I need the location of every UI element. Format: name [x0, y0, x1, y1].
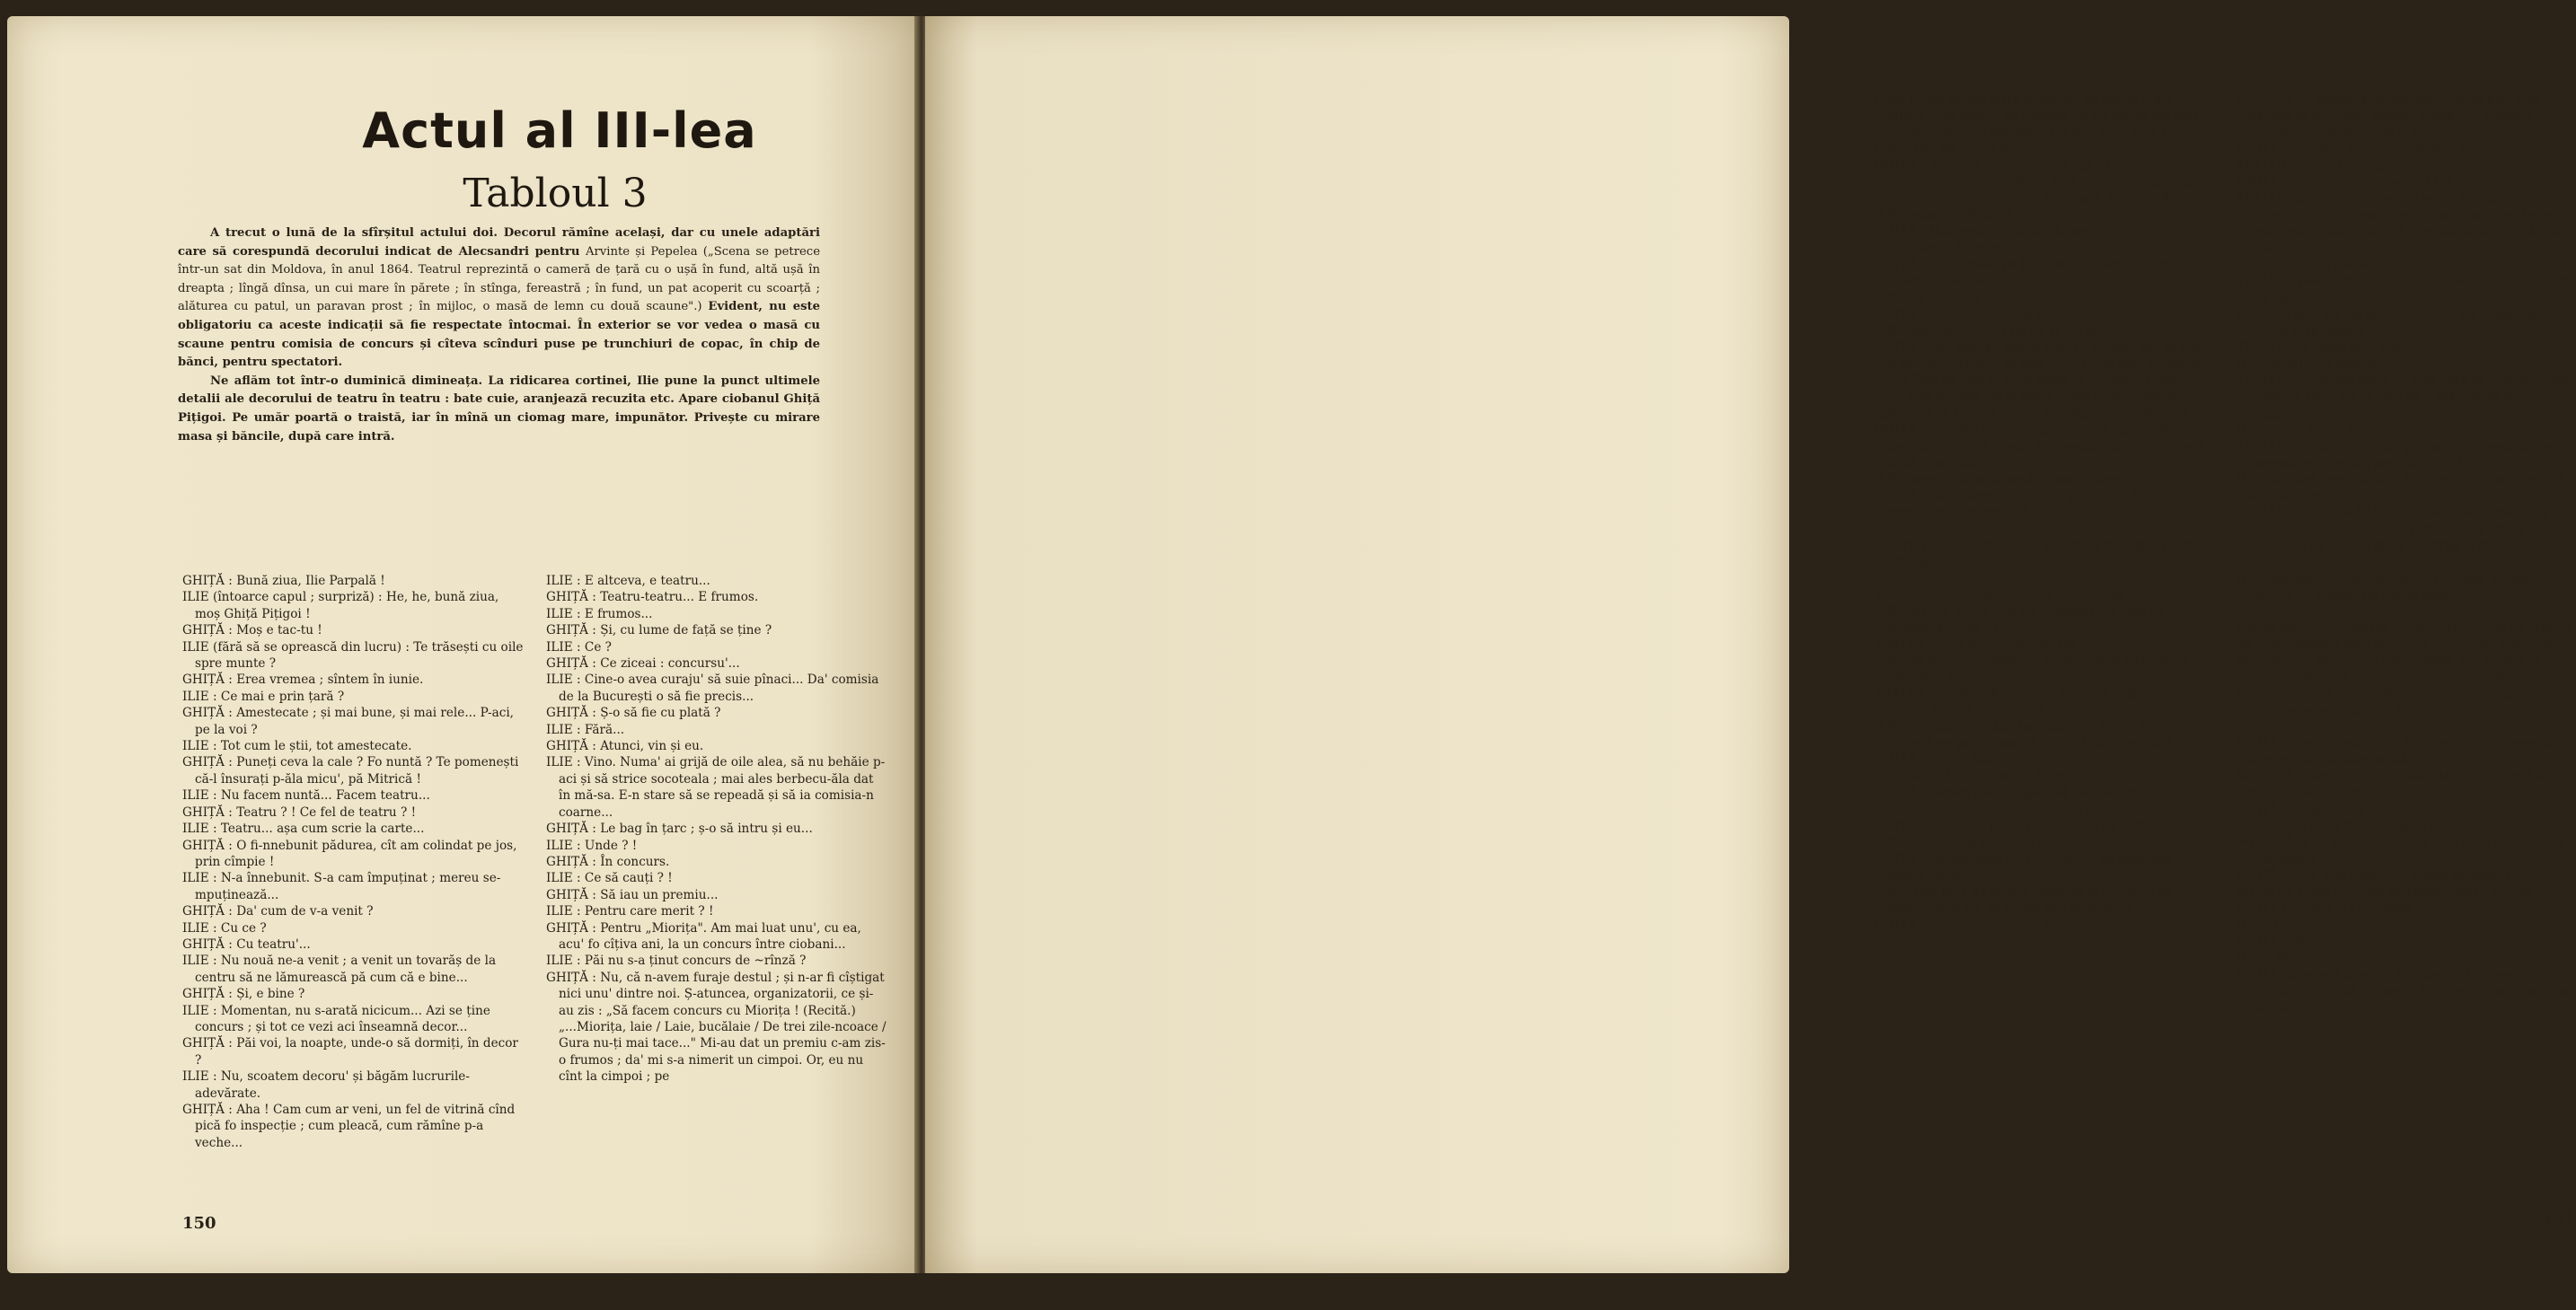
dialogue-line: TRAIAN : Heei, oameni buni, veniți fuga !	[1875, 587, 2133, 602]
dialogue-line: GHIȚĂ : Teatru ? ! Ce fel de teatru ? !	[182, 804, 417, 820]
dialogue-line: ILIE (fără să se oprească din lucru) : Te trăsești cu oile spre munte ?	[182, 639, 524, 672]
dialogue-line: GHIȚĂ : Să iau un premiu...	[546, 887, 719, 902]
dialogue-line: GHIȚĂ : Și, cine-i tovarășu' Sfințitu ?	[2236, 142, 2466, 157]
dialogue-line: ILIE (atent) : Asta de unde-o mai scosești ? !	[1875, 472, 2150, 488]
dialogue-line: GHIȚĂ : Amestecate ; și mai bune, și mai rele... P-aci, pe la voi ?	[182, 706, 514, 737]
spacer	[1875, 570, 2211, 586]
dialogue-line: GHIȚĂ (tare nedumerit) : Credeam că nu vede... (Aluzie la Mitrică.) Glasu' ! Aci i se-ngroașă, aci i se subțiază !	[2236, 967, 2570, 1015]
dialogue-line: GHIȚĂ : Aia e, că n-ai de un' să știi... Cînd m-abăteam încoace, în poienița de su' Piatra Haiducului văzui trei inși ; doi oameni și-o fetișcană, frumușică-foc...	[1875, 158, 2209, 207]
spacer	[2236, 719, 2573, 735]
dialogue-line: GHIȚĂ : Pentru „Miorița". Am mai luat unu', cu ea, acu' fo cîțiva ani, la un concurs între ciobani...	[546, 920, 861, 952]
right-page	[925, 16, 2576, 1273]
intro-text-segment: Arvinte și Pepelea („Scena se petrece într-un sat din Moldova, în anul 1864. Teatrul reprezintă o cameră de țară cu o ușă în fund, altă ușă în dreapta ; lîngă dînsa, un cui mare în părete ; în stînga, fereastră ; în fund, un pat acoperit cu scoarță ; alăturea cu patul, un paravan prost ; în mijloc, o masă de lemn cu două scaune".)	[178, 244, 820, 314]
dialogue-line: ILIE (il ajută) : S-o băgăm înăuntru. (Amîndoi o duc și o așază pe pat, încearcă s-o facă să-și revină.)	[1875, 719, 2209, 752]
dialogue-line: ILIE : Ce ?	[546, 639, 612, 655]
dialogue-line: ILIE (iese în prag) : Ce s-a-ntîmplat, pe cine ne-aduseși plocon ? !	[1875, 603, 2170, 636]
dialogue-line: ILIE (speriat) : Orbi ! De ce să fie orbi ? !	[1875, 323, 2130, 338]
dialogue-line: TRAIAN : Dintr-ale mele ; d-alea care te liniștesc cînd te-apucă bîțu' din te miri ce... Mă duc să iau bagajul.	[2236, 373, 2570, 421]
dialogue-line: ILIE : Ce-o pipăi acolo, ca p-o oaie ? !	[1875, 835, 2106, 850]
dialogue-line: ILIE : O cunoaște.	[2236, 918, 2349, 933]
dialogue-line: GHIȚĂ : Da' cum de v-a venit ?	[182, 904, 374, 919]
dialogue-line: ILIE : Vino. Numa' ai grijă de oile alea, să nu behăie p-aci și să strice socoteala ; mai ales berbecu-ăla dat în mă-sa. E-n stare să se repeadă și să ia comisia-n coarne...	[546, 755, 886, 820]
dialogue-line: ILIE : Cu ce ?	[182, 920, 267, 936]
page-number-right: 151	[2542, 1209, 2576, 1227]
dialogue-line: ILIE : Mai bine dă fuga-n poieniță și cheam-o pe domnișoara aia de ziceai că-i frumușică...	[1875, 884, 2174, 917]
dialogue-line: ILIE : Care bagaj ?	[2236, 423, 2353, 438]
dialogue-line: MITRICĂ (glas subțire de fată) : Nu zisei nimic ; cine m-așteaptă ?	[2236, 835, 2565, 866]
dialogue-line: ILIE : Păi nu s-a ținut concurs de ~rînză ?	[546, 954, 807, 969]
dialogue-line: TRAIAN : Nu-i plocon, e leșinată...	[1875, 637, 2088, 652]
intro-text-segment: A trecut o lună de la sfîrșitul actului doi. Decorul rămîne același, dar cu unele adaptări care să corespundă decorului indicat de Alecsandri pentru	[178, 226, 820, 259]
dialogue-line: ILIE : Vede...	[2236, 951, 2317, 966]
dialogue-line: TRAIAN : Îi dădui eu o pastilă...	[2236, 340, 2434, 356]
dialogue-line: GHIȚĂ (reflex) : Moș e tac-tu ! (Nedumerit : o fi auzit sau n-o fi auzit bine ?) Ziseși ceva ?	[2236, 802, 2567, 834]
spacer	[1875, 522, 2211, 538]
dialogue-line: MITRICĂ (dînd cu ochii de Titina, țipă) : Titinăă !	[2236, 884, 2542, 900]
dialogue-line: GHIȚĂ : Da' ce, se pricepe ?	[1875, 918, 2050, 933]
dialogue-line: TRAIAN : De unde ? ! Nu-ți vin ei, cînd îi chemi, la oraș, darămite aici ! O să-și revină ; la vîrsta ei, nu se moare cu una-cu două ; ai grijă și mai dă-i cîte-o palmă, cînd și cînd. (Iese.)	[2236, 506, 2566, 570]
dialogue-line: TRAIAN : Joacă Mitrică. Și, cînd o vedea-o, nu cade și ăla leșinat ?	[2236, 274, 2570, 305]
dialogue-line: GHIȚĂ : O să vezi singură... (Intră amîndoi.)	[2236, 868, 2510, 884]
dialogue-line: ILIE : Păi, de un' să știu ? !	[1875, 142, 2042, 157]
dialogue-line: GHIȚĂ : Teatru-teatru... E frumos.	[546, 590, 759, 605]
dialogue-line: ILIE (întoarce capul ; surpriză) : He, he, bună ziua, moș Ghiță Pițigoi !	[182, 590, 499, 621]
stage-direction: (Pauză de lumină. Apare Ghiță, care-l trage pe Mitrică de mînă. Mitrică este îmbrăcat în chip de Mândica. În plus, poartă perucă cu cozi blonde, lungi pînă la brîu, ceea ce îl face de nerecunoscut, și pantofiori aurii în picioare, care-l strîng de-i ies ochii din cap, din care cauză merge șchiopătînd.)	[2236, 620, 2573, 718]
dialogue-line: GHIȚĂ : În concurs.	[546, 854, 670, 869]
dialogue-line: ILIE : Nu facem nuntă... Facem teatru...	[182, 788, 430, 804]
intro-paragraph	[178, 373, 820, 446]
dialogue-line: GHIȚĂ : Cine e fata ?	[1875, 752, 2007, 768]
dialogue-line: ILIE : E altceva, e teatru...	[546, 574, 710, 588]
dialogue-line: ILIE (ca mai sus) : Paraschiv...	[1875, 290, 2062, 305]
dialogue-column-right-2	[2236, 92, 2573, 1016]
dialogue-line: ILIE : Ce mai e prin țară ?	[182, 689, 345, 704]
dialogue-line: ILIE : La asta nu mă gîndii... Titină, ce pățiși, fetițo ? ! Din ce ți se trase ?	[2236, 307, 2573, 338]
dialogue-line: GHIȚĂ : Și, cu lume de față se ține ?	[546, 623, 772, 638]
intro-paragraph	[178, 224, 820, 373]
dialogue-line: ILIE (sare) : Ce pastilă ? !	[2236, 356, 2396, 372]
act-title: Actul al III-lea	[362, 102, 757, 159]
dialogue-line: ILIE : Momentan, nu s-arată nicicum... Azi se ține concurs ; și tot ce vezi aci înseamnă decor...	[182, 1003, 490, 1034]
dialogue-line: GHIȚĂ : Taman p-aci își găsi să i se facă rău ? !	[1875, 786, 2167, 801]
dialogue-line: GHIȚĂ : O fi-nnebunit pădurea, cît am colindat pe jos, prin cîmpie !	[182, 838, 517, 869]
dialogue-line: front mi-au rămas niște firimituri de schijă p-aci (arată spre piept), pe undeva ; d-aia zic să mă bag — poate-mi pică altceva... Ce zici, mi-o pica ?	[1875, 92, 2198, 140]
dialogue-line: GHIȚĂ (zelos, trăgîndu-l) : Mai repejor, mai repejor, dom'șoară, că te-așteaptă...	[2236, 736, 2558, 768]
dialogue-line: ILIE : Titina nu joacă...	[2236, 258, 2379, 273]
dialogue-line: GHIȚĂ : Erea vremea ; sîntem în iunie.	[182, 673, 424, 688]
dialogue-line: ILIE : Ce să cauți ? !	[546, 871, 673, 886]
dialogue-line: ILIE : Ca un profesor universitar. Da' să nu-i spui despre ce e vorba ; spune-i numa' c-o cheamă tovarășu' Sfințitu, de la județ...	[2236, 92, 2541, 140]
dialogue-line: GHIȚĂ : Păi, vede ?	[2236, 934, 2358, 949]
dialogue-line: GHIȚĂ : Mda... (Îi pune Titinei mîna pe pîntec.)	[1875, 819, 2168, 834]
dialogue-line: GHIȚĂ : Le bag în țarc ; ș-o să intru și eu...	[546, 822, 813, 837]
dialogue-line: GHIȚĂ : Păi, ședeau nas în nas, se holbau unii la alții, și flăcău' o-ntreba pe fată că : „Unde ești, Mândică ?" ! Fata se uita la el, și zicea că : „Cine-i acolo ?" ! ...Le-aș da, așa, de la mine, niște urdă, niște caș...	[1875, 340, 2208, 405]
intro-text-segment: Ne aflăm tot într-o duminică dimineața. La ridicarea cortinei, Ilie pune la punct ultimele detalii ale decorului de teatru în teatru : bate cuie, aranjează recuzita etc. Apare ciobanul Ghiță Pițigoi. Pe umăr poartă o traistă, iar în mînă un ciomag mare, impunător. Privește cu mirare masa și băncile, după care intră.	[178, 374, 820, 444]
dialogue-line: TRAIAN : Lozinca, oglinda pe care-o spărsei, tașca-n care-adusei dresuri pentru Mitrică...	[2236, 439, 2563, 470]
dialogue-line: ILIE : Teatru... așa cum scrie la carte...	[182, 822, 425, 837]
dialogue-line: GHIȚĂ : Cu teatru'...	[182, 936, 311, 952]
intro-text-segment: Evident, nu este obligatoriu ca aceste indicații să fie respectate întocmai. În exterior se vor vedea o masă cu scaune pentru comisia de concurs și cîteva scînduri puse pe trunchiuri de copac, în chip de bănci, pentru spectatori.	[178, 300, 820, 370]
stage-direction: (Apare Traian, care o duce pe Titina în brațe. Vinăt de efort, speriat, strigă.)	[1875, 538, 2211, 569]
dialogue-line: GHIȚĂ : Puneți ceva la cale ? Fo nuntă ? Te pomenești că-l însurați p-ăla micu', pă Mitrică !	[182, 755, 519, 787]
spacer	[2236, 604, 2573, 620]
tablou-title: Tabloul 3	[463, 171, 648, 216]
dialogue-line: GHIȚĂ (aparte) : Moș e tac-tu ! Mă duc. (Iese.)	[2236, 175, 2527, 190]
dialogue-line: GHIȚĂ : Mai erea un flăcău chipos...	[1875, 224, 2101, 240]
dialogue-column-left-1	[182, 573, 524, 1151]
dialogue-line: GHIȚĂ : Ș-o să fie cu plată ?	[546, 706, 721, 721]
dialogue-line: MITRICĂ (pentru sine) : Aoleu ! Moș Ghiță, ce ț-aș pocni una-n scăfîrlie...	[2236, 769, 2550, 801]
dialogue-line: ILIE (arătînd spre Titina) : Mai degrabă am face rost d-un doctor...	[2236, 472, 2564, 504]
dialogue-line: GHIȚĂ : Păi, mergea șchiopiș ; păcat, că de frumușică, e frumușică...	[1875, 488, 2144, 521]
stage-directions-intro	[178, 224, 820, 446]
dialogue-line: ILIE : Fără...	[546, 722, 625, 737]
dialogue-line: TRAIAN : Eu sînt ; du-te, moșule...	[2236, 158, 2450, 173]
dialogue-line: GHIȚĂ : Ce ziceai : concursu'...	[546, 656, 740, 672]
dialogue-line: GHIȚĂ : Și, e bine ?	[182, 987, 305, 1002]
dialogue-line: GHIȚĂ : Să văz dacă nu-i borțoasă ; pe borțoase le-apucă leșinu'...	[1875, 851, 2192, 884]
dialogue-line: ILIE (mai să-l umfle rîsul) : Iar ghebosu' ce făcea ?	[1875, 406, 2188, 421]
dialogue-line: ILIE : Nu, scoatem decoru' și băgăm lucrurile-adevărate.	[182, 1069, 470, 1101]
dialogue-line: GHIȚĂ : Bună ziua, Ilie Parpală !	[182, 574, 385, 588]
dialogue-line: ILIE : N-a înnebunit. S-a cam împuținat ; mereu se-mpuținează...	[182, 871, 501, 902]
dialogue-line: ILIE (pe gînduri, de unul singur) : Multe se mai rezolvă cu palma, pe lumea asta !...	[2236, 571, 2531, 603]
dialogue-line: GHIȚĂ : Atunci, vin și eu.	[546, 739, 704, 754]
dialogue-line: GHIȚĂ : Moș e tac-tu !	[182, 623, 322, 638]
dialogue-line: TRAIAN : Nu știu. Am găsit-o leșinată, puțin mai încolo, în mijlocul poienii.	[1875, 686, 2175, 718]
dialogue-line: ILIE (idem) : Dumitru...	[1875, 241, 2021, 256]
dialogue-line: ILIE (aparte) : Mitrică...	[1875, 207, 2025, 223]
dialogue-line: ILIE : E frumos...	[546, 606, 653, 621]
dialogue-line: ILIE : Cine-o avea curaju' să suie pînaci... Da' comisia de la București o să fie precis...	[546, 673, 879, 704]
left-page	[7, 16, 919, 1273]
dialogue-line: GHIȚĂ : Șușotea p-acolo, de parc-ar fi descîntat de deochi. (Cu milă.) Fata, bag seama că e și șchioapă, după una ș-alta...	[1875, 423, 2208, 470]
dialogue-line: GHIȚĂ : Și s-ațînea, pe lîngă ei, un bătrîior cam ghebos și jerpelit...	[1875, 258, 2170, 289]
dialogue-line: ILIE : Nu nouă ne-a venit ; a venit un tovarăș de la centru să ne lămurească pă cum că e bine...	[182, 954, 497, 985]
dialogue-line: TRAIAN (desperare) : Tocmai acum trebuia să se întîmple, cînd nu mai este nici un ceas pînă începe concursul, cînd o s-apară comisia dintr-o clipă într-alta...	[2236, 191, 2566, 256]
dialogue-line: ILIE : A lu' Mărin Gutuie. Titina...	[1875, 769, 2084, 784]
page-number-left: 150	[182, 1214, 216, 1233]
dialogue-line: GHIȚĂ : Nu, că n-avem furaje destul ; și n-ar fi cîștigat nici unu' dintre noi. Ș-atuncea, organizatorii, ce și-au zis : „Să facem concurs cu Miorița ! (Recită.) „...Miorița, laie / Laie, bucălaie / De trei zile-ncoace / Gura nu-ți mai tace..." Mi-au dat un premiu c-am zis-o frumos ; da' mi s-a nimerit un cimpoi. Or, eu nu cînt la cimpoi ; pe	[546, 970, 887, 1085]
dialogue-column-left-2	[546, 573, 887, 1086]
dialogue-line: GHIȚĂ : Aha ! Cam cum ar veni, un fel de vitrină cînd pică fo inspecție ; cum pleacă, cum rămîne p-a veche...	[182, 1103, 516, 1150]
dialogue-line: ILIE : E-n vorbă cu Mitric-al nostru...	[1875, 802, 2105, 817]
dialogue-line: ILIE : Pentru care merit ? !	[546, 904, 714, 919]
dialogue-line: GHIȚĂ : Păi voi, la noapte, unde-o să dormiți, în decor ?	[182, 1036, 518, 1068]
dialogue-line: ILIE (se apropie, tresare) : Dumnezeule ! Titina ? ! Păți ceva ?	[1875, 654, 2189, 685]
dialogue-line: GHIȚĂ (lui Ilie) : O cunoaște ?	[2236, 901, 2423, 917]
dialogue-line: GHIȚĂ : Săracii ! Cred că ereau orbi...	[1875, 307, 2113, 322]
dialogue-column-right-1	[1875, 92, 2211, 934]
dialogue-line: ILIE : Tot cum le știi, tot amestecate.	[182, 739, 412, 754]
dialogue-line: ILIE : Unde ? !	[546, 838, 638, 853]
